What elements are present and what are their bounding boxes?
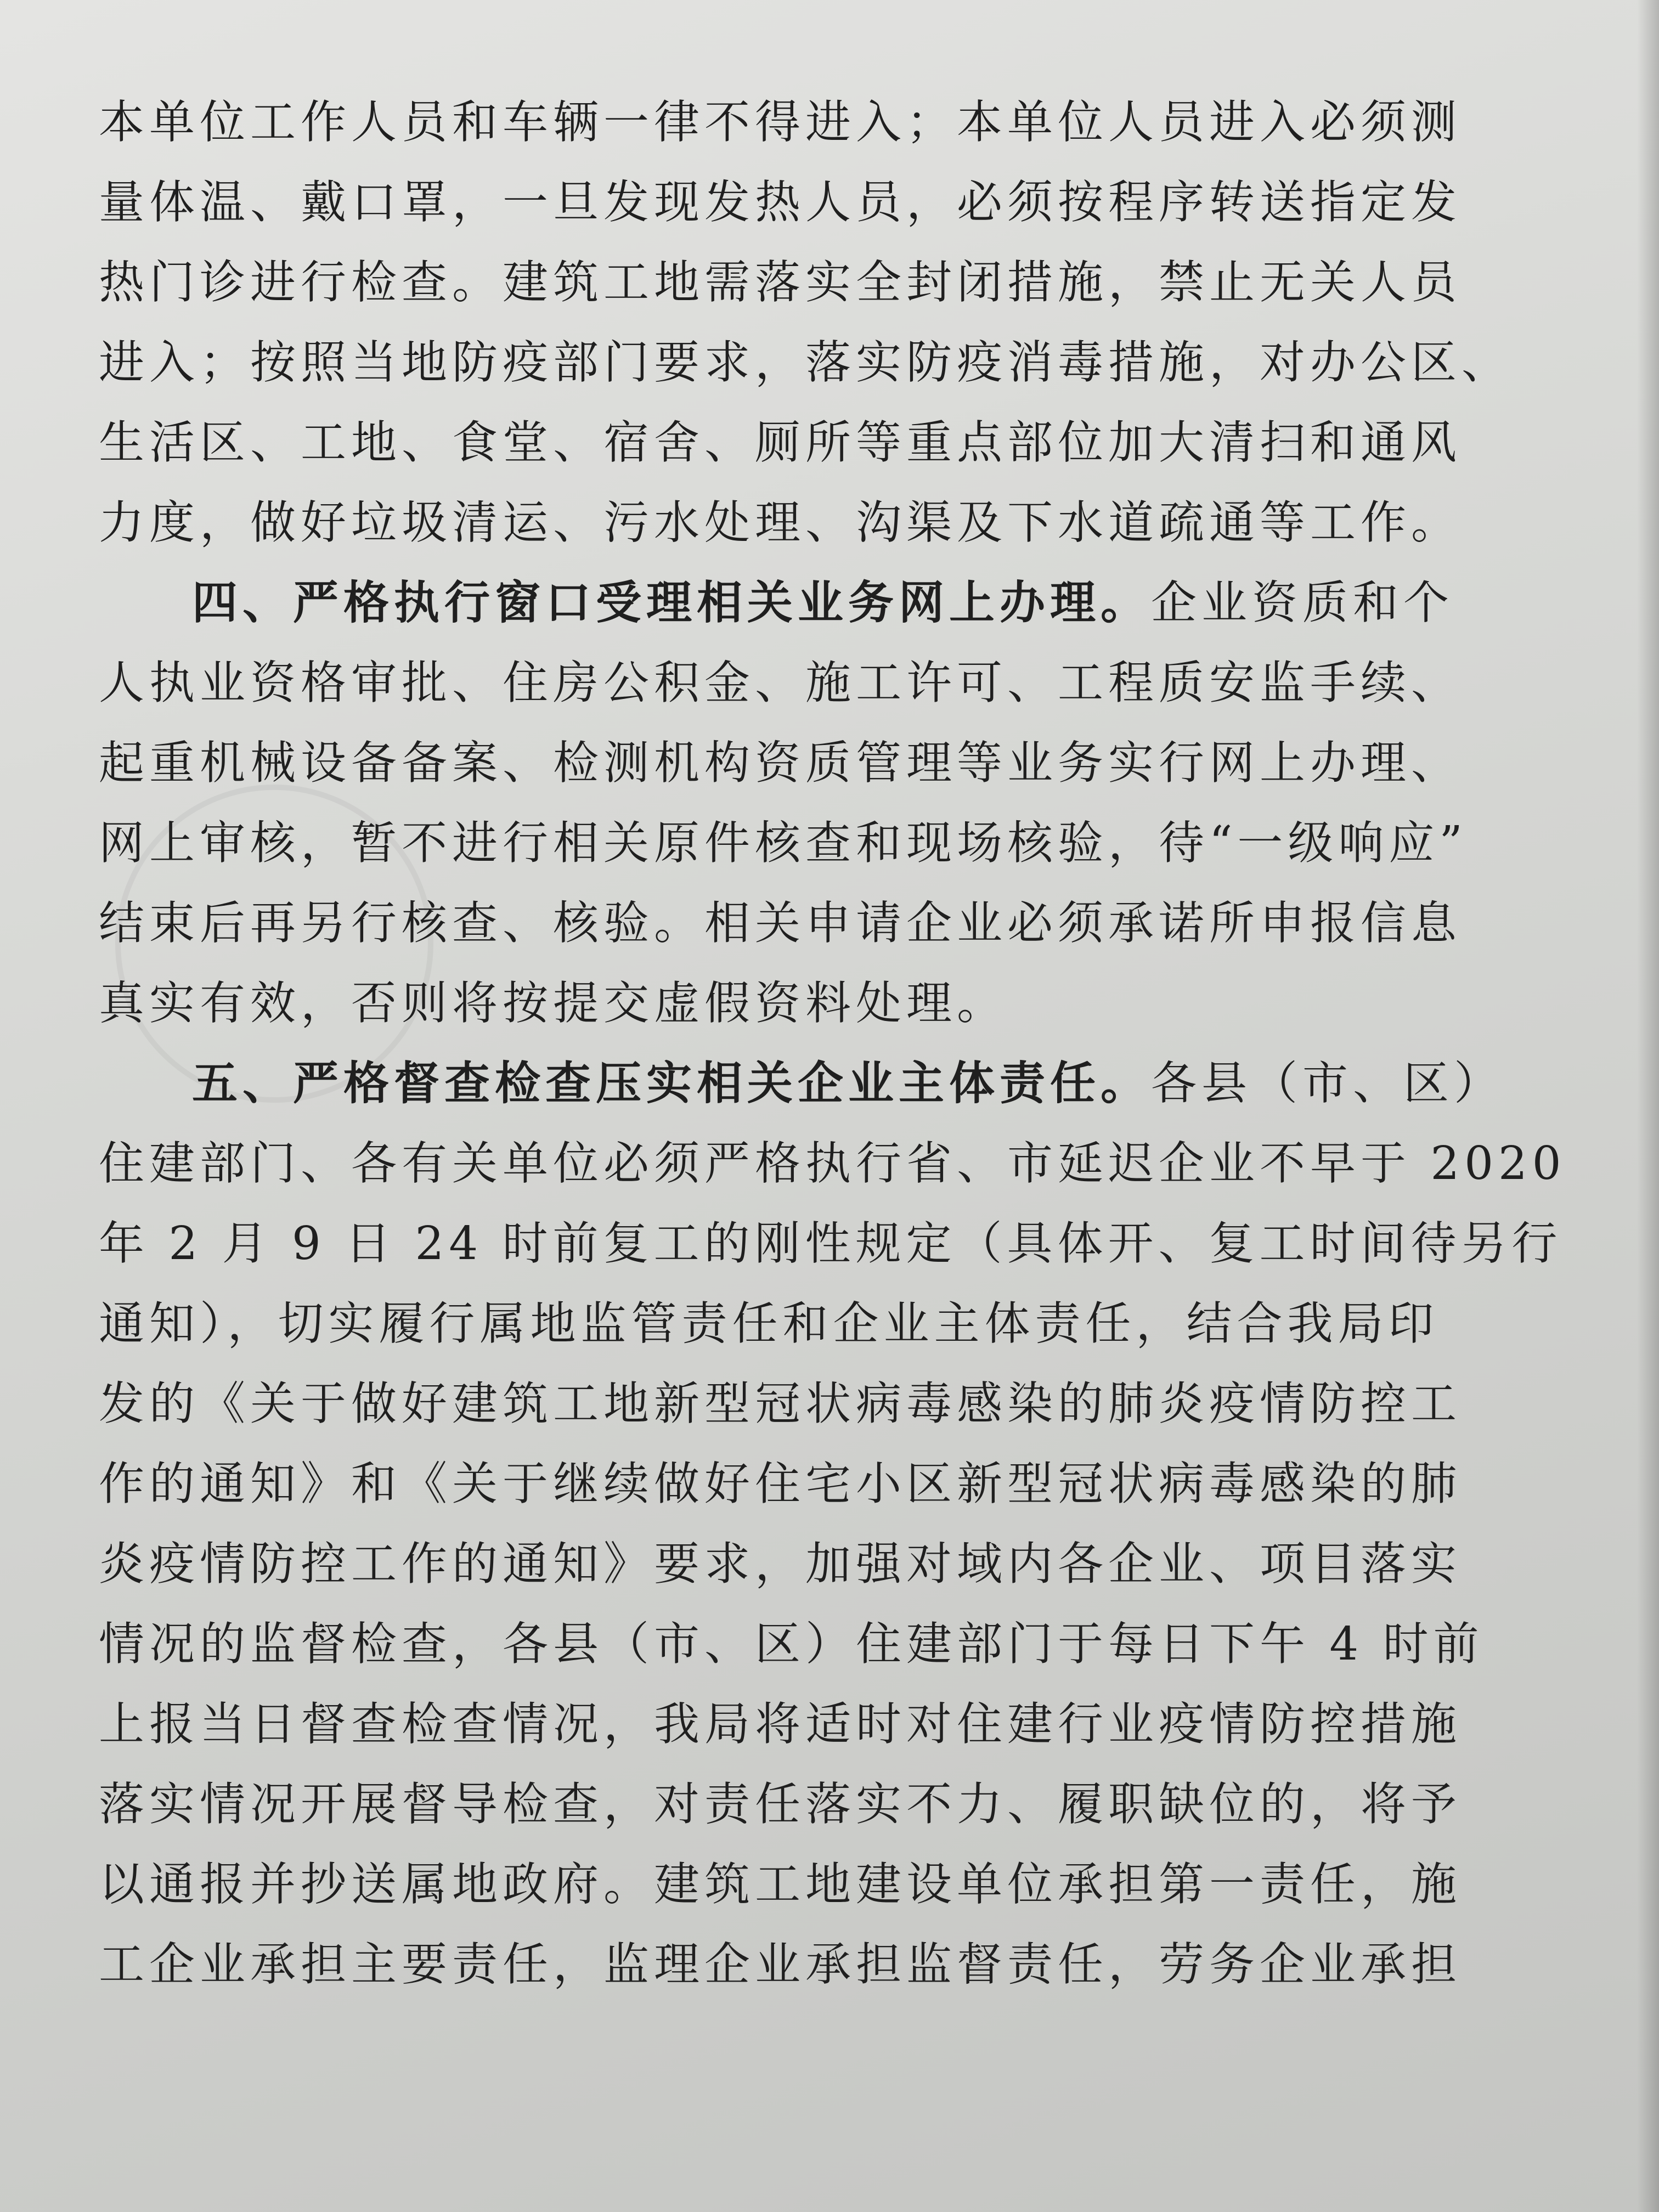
- text-line: 网上审核，暂不进行相关原件核查和现场核验，待“一级响应”: [99, 816, 1468, 870]
- text-line: 通知），切实履行属地监管责任和企业主体责任，结合我局印: [99, 1297, 1439, 1350]
- text-line: 进入；按照当地防疫部门要求，落实防疫消毒措施，对办公区、: [99, 336, 1512, 389]
- text-line: 作的通知》和《关于继续做好住宅小区新型冠状病毒感染的肺: [99, 1457, 1462, 1510]
- text-line: 真实有效，否则将按提交虚假资料处理。: [99, 977, 1007, 1030]
- text-line: 量体温、戴口罩，一旦发现发热人员，必须按程序转送指定发: [99, 176, 1462, 229]
- text-line: 工企业承担主要责任，监理企业承担监督责任，劳务企业承担: [99, 1938, 1462, 1991]
- text-line: 落实情况开展督导检查，对责任落实不力、履职缺位的，将予: [99, 1778, 1462, 1831]
- section-4-text: 企业资质和个: [1151, 576, 1454, 629]
- section-5-first-line: [99, 1043, 1525, 1124]
- text-line: 情况的监督检查，各县（市、区）住建部门于每日下午 4 时前: [99, 1617, 1484, 1671]
- section-5-text: 各县（市、区）: [1151, 1057, 1504, 1110]
- text-line: 起重机械设备备案、检测机构资质管理等业务实行网上办理、: [99, 736, 1462, 789]
- text-line: 炎疫情防控工作的通知》要求，加强对域内各企业、项目落实: [99, 1537, 1462, 1590]
- text-line: 上报当日督查检查情况，我局将适时对住建行业疫情防控措施: [99, 1697, 1462, 1751]
- text-line: 以通报并抄送属地政府。建筑工地建设单位承担第一责任，施: [99, 1858, 1462, 1911]
- text-line: 力度，做好垃圾清运、污水处理、沟渠及下水道疏通等工作。: [99, 496, 1462, 549]
- section-4-heading: 四、严格执行窗口受理相关业务网上办理。: [192, 576, 1151, 629]
- text-line: 本单位工作人员和车辆一律不得进入；本单位人员进入必须测: [99, 95, 1462, 149]
- text-line: 年 2 月 9 日 24 时前复工的刚性规定（具体开、复工时间待另行: [99, 1217, 1562, 1270]
- text-line: 生活区、工地、食堂、宿舍、厕所等重点部位加大清扫和通风: [99, 416, 1462, 469]
- text-line: 热门诊进行检查。建筑工地需落实全封闭措施，禁止无关人员: [99, 256, 1462, 309]
- page-edge-shadow: [1637, 0, 1659, 2212]
- text-line: 结束后再另行核查、核验。相关申请企业必须承诺所申报信息: [99, 896, 1462, 950]
- section-5-heading: 五、严格督查检查压实相关企业主体责任。: [192, 1057, 1151, 1110]
- text-line: 发的《关于做好建筑工地新型冠状病毒感染的肺炎疫情防控工: [99, 1377, 1462, 1430]
- document-body: [99, 82, 1566, 2005]
- text-line: 人执业资格审批、住房公积金、施工许可、工程质安监手续、: [99, 656, 1462, 709]
- text-line: 住建部门、各有关单位必须严格执行省、市延迟企业不早于 2020: [99, 1137, 1566, 1190]
- section-4-first-line: [99, 563, 1525, 643]
